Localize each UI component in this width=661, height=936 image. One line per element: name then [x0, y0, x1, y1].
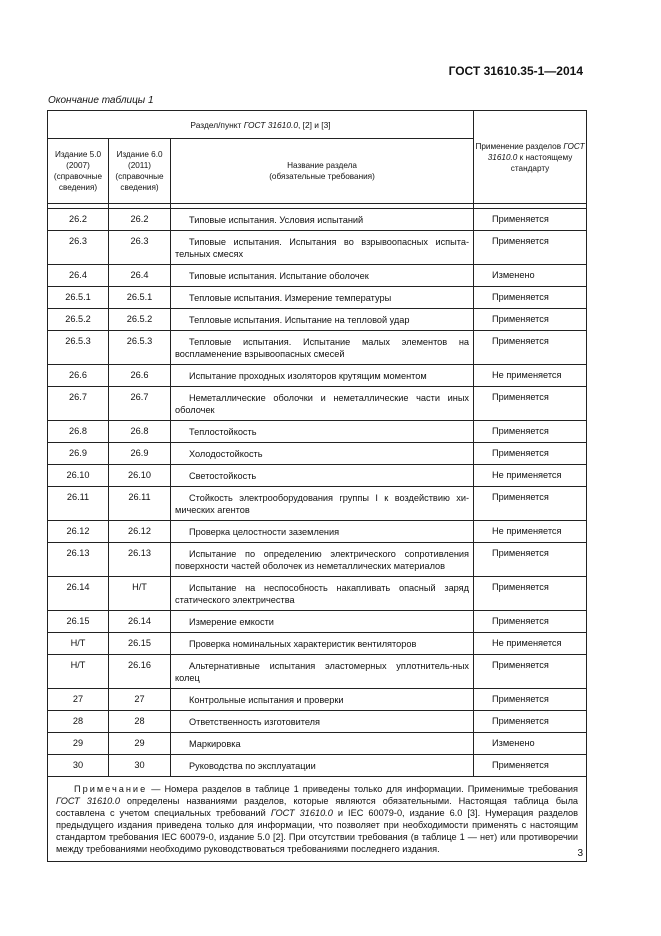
application-header-ref: ГОСТ 31610.0: [487, 141, 585, 162]
edition6-header: Издание 6.0 (2011) (справочные сведения): [109, 139, 171, 204]
application-cell: [474, 521, 587, 543]
application-cell-text: Применяется: [492, 582, 549, 592]
section-title-cell-text: Проверка целостности заземления: [189, 527, 340, 537]
edition5-cell: [48, 577, 109, 611]
edition5-cell-text: 26.5.3: [65, 336, 91, 346]
edition6-cell-text: 26.15: [128, 638, 151, 648]
edition6-cell: [109, 711, 171, 733]
edition6-cell-text: 26.8: [130, 426, 149, 436]
application-cell: [474, 365, 587, 387]
section-title-cell-text: Тепловые испытания. Испытание малых элементов на воспламенение взрывоопасных смесей: [175, 337, 470, 359]
edition6-cell-text: 29: [134, 738, 145, 748]
section-title-cell-text: Контрольные испытания и проверки: [189, 695, 344, 705]
edition6-cell: [109, 287, 171, 309]
edition6-cell: [109, 231, 171, 265]
title-header-line1: Название раздела: [287, 161, 357, 170]
edition5-cell: [48, 387, 109, 421]
table-note: [48, 777, 587, 862]
application-cell: [474, 733, 587, 755]
table-row: [48, 209, 587, 231]
edition6-cell: [109, 465, 171, 487]
edition6-cell-text: 26.5.2: [126, 314, 153, 324]
edition5-cell-text: 26.4: [69, 270, 87, 280]
application-header-post: к настоящему стандарту: [510, 152, 573, 173]
section-title-cell-text: Неметаллические оболочки и неметаллические части иных оболочек: [175, 393, 470, 415]
application-cell: [474, 611, 587, 633]
application-cell-text: Не применяется: [492, 470, 562, 480]
edition6-cell-text: 26.14: [128, 616, 151, 626]
section-title-cell-text: Проверка номинальных характеристик вентиляторов: [189, 639, 417, 649]
table-row: [48, 655, 587, 689]
section-title-cell: [171, 387, 474, 421]
table-row: [48, 711, 587, 733]
application-cell: [474, 487, 587, 521]
table-container: [47, 110, 586, 862]
table-row: [48, 287, 587, 309]
edition5-cell-text: Н/Т: [70, 638, 86, 648]
edition6-cell-text: Н/Т: [132, 582, 147, 592]
edition6-cell: [109, 755, 171, 777]
section-title-cell-text: Тепловые испытания. Испытание на тепловой удар: [189, 315, 410, 325]
edition5-cell: [48, 487, 109, 521]
title-header: [171, 139, 474, 204]
table-row: [48, 633, 587, 655]
application-cell: [474, 421, 587, 443]
application-header: [474, 111, 587, 204]
table-row: [48, 331, 587, 365]
table-row: [48, 733, 587, 755]
edition5-cell: [48, 755, 109, 777]
application-cell-text: Изменено: [492, 738, 535, 748]
section-title-cell: [171, 465, 474, 487]
edition6-cell: [109, 521, 171, 543]
application-cell: [474, 577, 587, 611]
section-title-cell-text: Руководства по эксплуатации: [189, 761, 316, 771]
section-title-cell: [171, 365, 474, 387]
edition5-cell-text: 26.14: [66, 582, 90, 592]
application-cell-text: Применяется: [492, 292, 549, 302]
application-cell-text: Не применяется: [492, 638, 562, 648]
application-cell: [474, 387, 587, 421]
application-cell: [474, 755, 587, 777]
edition6-cell: [109, 577, 171, 611]
application-cell-text: Применяется: [492, 214, 549, 224]
table-caption: Окончание таблицы 1: [48, 95, 154, 106]
section-title-cell: [171, 711, 474, 733]
application-cell: [474, 443, 587, 465]
edition5-cell-text: 26.5.1: [65, 292, 91, 302]
edition5-cell-text: 26.12: [66, 526, 90, 536]
edition6-cell: [109, 443, 171, 465]
edition6-cell-text: 26.13: [128, 548, 151, 558]
section-title-cell-text: Теплостойкость: [189, 427, 257, 437]
edition5-cell: [48, 309, 109, 331]
edition6-cell: [109, 487, 171, 521]
application-cell-text: Применяется: [492, 426, 549, 436]
section-title-cell: [171, 633, 474, 655]
edition5-cell-text: 30: [72, 760, 84, 770]
note-ref-1: ГОСТ 31610.0: [56, 796, 120, 806]
edition6-cell-text: 26.10: [128, 470, 151, 480]
title-header-line2: (обязательные требования): [269, 172, 375, 181]
table-body: [48, 209, 587, 777]
application-cell-text: Применяется: [492, 448, 549, 458]
application-header-pre: Применение разделов: [475, 141, 562, 151]
section-title-cell: [171, 421, 474, 443]
edition6-cell-text: 26.7: [130, 392, 149, 402]
edition6-cell-text: 30: [134, 760, 145, 770]
edition6-cell: [109, 365, 171, 387]
section-title-cell: [171, 543, 474, 577]
section-title-cell: [171, 331, 474, 365]
application-cell-text: Применяется: [492, 314, 549, 324]
note-ref-2: ГОСТ 31610.0: [270, 808, 333, 818]
application-cell: [474, 265, 587, 287]
edition6-cell-text: 26.2: [130, 214, 149, 224]
section-title-cell: [171, 689, 474, 711]
edition6-cell: [109, 733, 171, 755]
section-title-cell: [171, 309, 474, 331]
application-cell: [474, 209, 587, 231]
edition6-cell-text: 26.3: [130, 236, 149, 246]
table-row: [48, 577, 587, 611]
edition6-cell-text: 26.16: [128, 660, 151, 670]
table-row: [48, 265, 587, 287]
application-cell-text: Изменено: [492, 270, 535, 280]
edition5-cell: [48, 465, 109, 487]
section-title-cell: [171, 443, 474, 465]
edition6-cell-text: 26.12: [128, 526, 151, 536]
edition5-cell-text: 26.9: [69, 448, 87, 458]
note-text-1: — Номера разделов в таблице 1 приведены только для информации. Применимые требования: [147, 784, 579, 794]
table-row: [48, 421, 587, 443]
table-row: [48, 689, 587, 711]
application-cell-text: Применяется: [492, 760, 549, 770]
edition5-cell: [48, 365, 109, 387]
edition6-cell: [109, 611, 171, 633]
edition5-header: Издание 5.0 (2007) (справочные сведения): [48, 139, 109, 204]
application-cell-text: Применяется: [492, 492, 549, 502]
section-title-cell-text: Маркировка: [189, 739, 241, 749]
edition5-cell: [48, 633, 109, 655]
note-label: Примечание: [74, 784, 148, 794]
section-title-cell-text: Светостойкость: [189, 471, 257, 481]
table-row: [48, 465, 587, 487]
section-header-post: , [2] и [3]: [297, 119, 331, 130]
edition5-cell-text: 27: [72, 694, 84, 704]
section-title-cell-text: Измерение емкости: [189, 617, 274, 627]
application-cell: [474, 309, 587, 331]
edition5-cell: [48, 711, 109, 733]
edition6-cell: [109, 309, 171, 331]
document-header: ГОСТ 31610.35-1—2014: [448, 64, 583, 78]
edition5-cell-text: 26.5.2: [65, 314, 91, 324]
table-row: [48, 755, 587, 777]
application-cell: [474, 287, 587, 309]
application-cell: [474, 689, 587, 711]
edition5-cell-text: 26.15: [66, 616, 90, 626]
edition5-cell-text: 29: [72, 738, 84, 748]
edition5-cell-text: 26.3: [69, 236, 87, 246]
edition6-cell-text: 26.9: [130, 448, 149, 458]
application-cell: [474, 655, 587, 689]
table-row: [48, 611, 587, 633]
edition5-cell: [48, 331, 109, 365]
section-title-cell: [171, 265, 474, 287]
edition5-cell: [48, 287, 109, 309]
edition5-cell-text: 28: [72, 716, 84, 726]
section-title-cell-text: Типовые испытания. Испытания во взрывоопасных испыта-тельных смесях: [175, 237, 470, 259]
edition5-cell: [48, 543, 109, 577]
edition5-cell-text: 26.2: [69, 214, 87, 224]
table-row: [48, 365, 587, 387]
edition5-cell: [48, 265, 109, 287]
edition5-cell-text: Н/Т: [70, 660, 86, 670]
application-cell-text: Применяется: [492, 660, 549, 670]
edition5-cell-text: 26.10: [66, 470, 90, 480]
edition5-cell: [48, 421, 109, 443]
application-cell-text: Применяется: [492, 336, 549, 346]
application-cell: [474, 711, 587, 733]
section-title-cell-text: Холодостойкость: [189, 449, 263, 459]
edition6-cell-text: 26.6: [130, 370, 149, 380]
section-title-cell: [171, 287, 474, 309]
application-cell-text: Применяется: [492, 392, 549, 402]
edition6-cell-text: 26.5.1: [126, 292, 153, 302]
note-text-3: и IEC 60079-0, издание 6.0 [3]. Нумерация разделов предыдущего издания приведена только для информации, что позволяет при необходимости применять с настоящим стандартом требования IEC 60079-0, издание 5.0 [2]. При отсутствии требования (в таблице 1 — нет) или противоречии между требованиями необходимо руководствоваться требованиями последнего издания.: [56, 808, 579, 854]
edition6-cell-text: 27: [134, 694, 145, 704]
table-row: [48, 387, 587, 421]
edition5-cell: [48, 209, 109, 231]
table-row: [48, 231, 587, 265]
section-title-cell: [171, 733, 474, 755]
section-title-cell-text: Типовые испытания. Условия испытаний: [189, 215, 364, 225]
edition6-cell-text: 28: [134, 716, 145, 726]
section-header-ref: ГОСТ 31610.0: [243, 119, 298, 130]
edition6-cell: [109, 543, 171, 577]
section-title-cell-text: Тепловые испытания. Измерение температуры: [189, 293, 392, 303]
section-title-cell-text: Ответственность изготовителя: [189, 717, 321, 727]
edition6-cell: [109, 209, 171, 231]
application-cell-text: Применяется: [492, 694, 549, 704]
page-number: 3: [577, 848, 583, 859]
edition5-cell-text: 26.8: [69, 426, 87, 436]
application-cell: [474, 633, 587, 655]
section-title-cell: [171, 231, 474, 265]
edition5-cell-text: 26.11: [66, 492, 90, 502]
edition5-cell: [48, 611, 109, 633]
application-cell-text: Не применяется: [492, 526, 562, 536]
edition5-cell-text: 26.6: [69, 370, 87, 380]
section-header: [48, 111, 474, 139]
edition5-cell-text: 26.7: [69, 392, 87, 402]
application-cell-text: Применяется: [492, 616, 549, 626]
table-row: [48, 443, 587, 465]
edition5-cell: [48, 443, 109, 465]
edition5-cell-text: 26.13: [66, 548, 90, 558]
edition5-cell: [48, 521, 109, 543]
application-cell-text: Не применяется: [492, 370, 562, 380]
section-title-cell-text: Типовые испытания. Испытание оболочек: [189, 271, 369, 281]
edition6-cell: [109, 331, 171, 365]
section-title-cell-text: Альтернативные испытания эластомерных уплотнитель-ных колец: [175, 661, 470, 683]
edition6-cell-text: 26.11: [128, 492, 151, 502]
edition6-cell: [109, 689, 171, 711]
edition6-cell: [109, 265, 171, 287]
edition6-cell: [109, 655, 171, 689]
application-cell: [474, 231, 587, 265]
edition5-cell: [48, 689, 109, 711]
section-title-cell: [171, 209, 474, 231]
section-title-cell-text: Испытание на неспособность накапливать опасный заряд статического электричества: [175, 583, 470, 605]
application-cell-text: Применяется: [492, 548, 549, 558]
edition6-cell-text: 26.5.3: [126, 336, 153, 346]
section-title-cell-text: Испытание по определению электрического сопротивления поверхности частей оболочек из неметаллических материалов: [175, 549, 470, 571]
section-title-cell: [171, 611, 474, 633]
section-header-pre: Раздел/пункт: [190, 119, 244, 130]
table-row: [48, 543, 587, 577]
sections-table: [47, 110, 587, 862]
table-row: [48, 309, 587, 331]
edition5-cell: [48, 733, 109, 755]
application-cell-text: Применяется: [492, 716, 549, 726]
section-title-cell: [171, 487, 474, 521]
edition6-cell: [109, 387, 171, 421]
section-title-cell: [171, 521, 474, 543]
table-row: [48, 521, 587, 543]
section-title-cell-text: Испытание проходных изоляторов крутящим моментом: [189, 371, 427, 381]
note-text-2: определены названиями разделов, которые являются обязательными. Настоящая таблица была составлена с учетом специальных требований: [56, 796, 579, 818]
edition6-cell: [109, 633, 171, 655]
section-title-cell: [171, 755, 474, 777]
edition6-cell-text: 26.4: [130, 270, 149, 280]
section-title-cell-text: Стойкость электрооборудования группы I к воздействию хи-мических агентов: [175, 493, 470, 515]
section-title-cell: [171, 577, 474, 611]
application-cell: [474, 543, 587, 577]
application-cell: [474, 331, 587, 365]
edition5-cell: [48, 231, 109, 265]
application-cell: [474, 465, 587, 487]
edition6-cell: [109, 421, 171, 443]
edition5-cell: [48, 655, 109, 689]
table-row: [48, 487, 587, 521]
section-title-cell: [171, 655, 474, 689]
application-cell-text: Применяется: [492, 236, 549, 246]
